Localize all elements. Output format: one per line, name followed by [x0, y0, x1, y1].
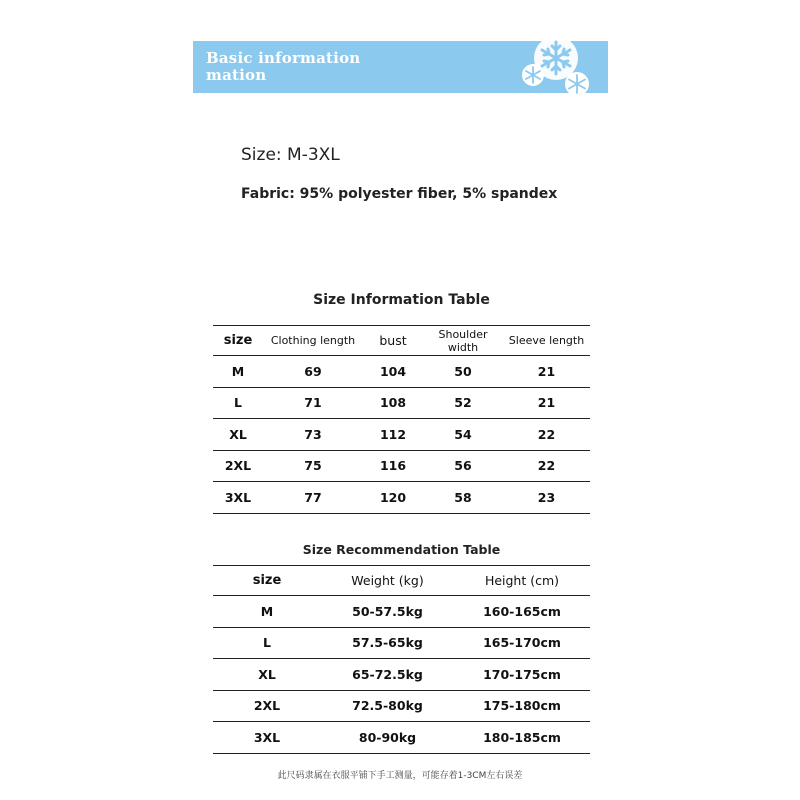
table-cell: 65-72.5kg	[321, 659, 454, 691]
col-header-shoulder-line2: width	[447, 340, 479, 354]
table-cell: 73	[263, 419, 363, 451]
size-range-text: Size: M-3XL	[241, 145, 340, 165]
col-header-shoulder-line1: Shoulder	[438, 327, 488, 341]
table-row	[213, 450, 590, 482]
table-cell: 165-170cm	[454, 627, 590, 659]
table-row	[213, 659, 590, 691]
table-cell: 50	[423, 356, 503, 388]
table-cell: 75	[263, 450, 363, 482]
table-cell: 180-185cm	[454, 722, 590, 754]
size-info-table-title: Size Information Table	[313, 292, 490, 308]
table-row	[213, 627, 590, 659]
table-cell: 58	[423, 482, 503, 514]
table-cell: 50-57.5kg	[321, 596, 454, 628]
table-cell: 22	[503, 419, 590, 451]
snowflake-icon	[521, 63, 545, 87]
col-header-bust: bust	[363, 326, 423, 356]
size-info-table	[213, 325, 590, 514]
table-cell: 22	[503, 450, 590, 482]
table-row	[213, 419, 590, 451]
table-cell: 3XL	[213, 482, 263, 514]
table-cell: L	[213, 387, 263, 419]
table-cell: 21	[503, 356, 590, 388]
table-cell: 54	[423, 419, 503, 451]
table-cell: 57.5-65kg	[321, 627, 454, 659]
col-header-shoulder-width	[423, 326, 503, 356]
size-rec-table-title: Size Recommendation Table	[302, 542, 501, 557]
table-cell: 77	[263, 482, 363, 514]
table-cell: 3XL	[213, 722, 321, 754]
banner-title	[206, 50, 360, 84]
col-header-weight: Weight (kg)	[321, 566, 454, 596]
table-cell: 2XL	[213, 450, 263, 482]
table-cell: 120	[363, 482, 423, 514]
table-cell: 175-180cm	[454, 690, 590, 722]
table-row	[213, 482, 590, 514]
col-header-size: size	[213, 566, 321, 596]
table-cell: 23	[503, 482, 590, 514]
table-cell: 112	[363, 419, 423, 451]
banner-title-line2: mation	[206, 66, 267, 84]
snowflake-icon	[564, 71, 590, 97]
table-row	[213, 596, 590, 628]
table-cell: XL	[213, 659, 321, 691]
table-row	[213, 722, 590, 754]
table-cell: L	[213, 627, 321, 659]
table-cell: 104	[363, 356, 423, 388]
table-cell: 69	[263, 356, 363, 388]
info-banner	[193, 41, 608, 93]
table-header-row	[213, 566, 590, 596]
table-cell: 72.5-80kg	[321, 690, 454, 722]
table-row	[213, 690, 590, 722]
fabric-text: Fabric: 95% polyester fiber, 5% spandex	[241, 186, 558, 202]
table-row	[213, 356, 590, 388]
size-rec-table	[213, 565, 590, 754]
table-cell: 80-90kg	[321, 722, 454, 754]
col-header-sleeve-length: Sleeve length	[503, 326, 590, 356]
table-cell: 56	[423, 450, 503, 482]
banner-title-line1: Basic information	[206, 49, 361, 67]
table-cell: M	[213, 356, 263, 388]
table-cell: 160-165cm	[454, 596, 590, 628]
col-header-size: size	[213, 326, 263, 356]
table-cell: 2XL	[213, 690, 321, 722]
table-cell: 170-175cm	[454, 659, 590, 691]
table-cell: 116	[363, 450, 423, 482]
table-header-row	[213, 326, 590, 356]
col-header-clothing-length: Clothing length	[263, 326, 363, 356]
table-cell: 52	[423, 387, 503, 419]
table-row	[213, 387, 590, 419]
table-cell: 71	[263, 387, 363, 419]
col-header-height: Height (cm)	[454, 566, 590, 596]
table-cell: M	[213, 596, 321, 628]
table-cell: XL	[213, 419, 263, 451]
measurement-note: 此尺码隶属在衣服平铺下手工测量，可能存着1-3CM左右误差	[277, 771, 523, 781]
table-cell: 21	[503, 387, 590, 419]
table-cell: 108	[363, 387, 423, 419]
